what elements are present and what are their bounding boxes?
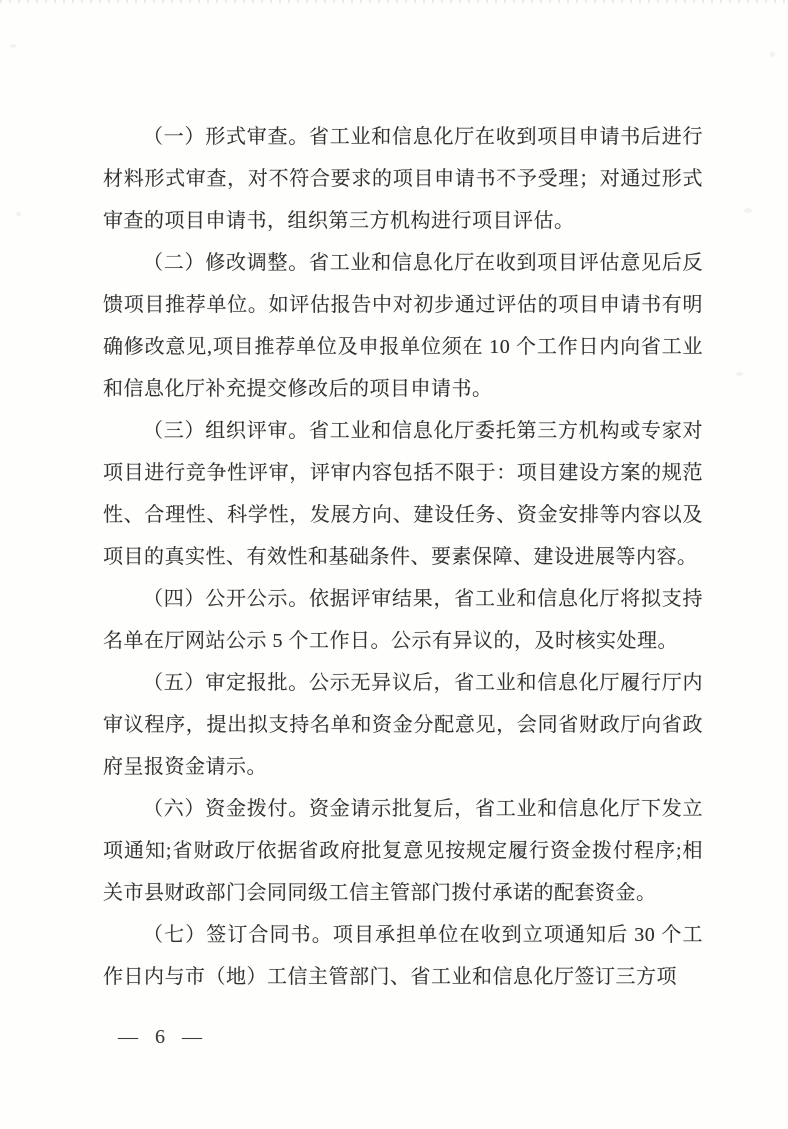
page-number: — 6 —	[118, 1026, 208, 1048]
paragraph-4-public-notice: （四）公开公示。依据评审结果，省工业和信息化厅将拟支持名单在厅网站公示 5 个工作日。公示有异议的，及时核实处理。	[103, 588, 703, 652]
paragraph-1-formal-review: （一）形式审查。省工业和信息化厅在收到项目申请书后进行材料形式审查，对不符合要求的项目申请书不予受理；对通过形式审查的项目申请书，组织第三方机构进行项目评估。	[103, 126, 703, 232]
paragraph-5-approval-report: （五）审定报批。公示无异议后，省工业和信息化厅履行厅内审议程序，提出拟支持名单和资金分配意见，会同省财政厅向省政府呈报资金请示。	[103, 672, 703, 778]
paragraph-6-fund-disbursement: （六）资金拨付。资金请示批复后，省工业和信息化厅下发立项通知;省财政厅依据省政府批复意见按规定履行资金拨付程序;相关市县财政部门会同同级工信主管部门拨付承诺的配套资金。	[103, 798, 703, 904]
scan-speckle	[744, 208, 752, 213]
scan-speckle	[736, 372, 743, 376]
paragraph-2-revision-adjust: （二）修改调整。省工业和信息化厅在收到项目评估意见后反馈项目推荐单位。如评估报告中对初步通过评估的项目申请书有明确修改意见,项目推荐单位及申报单位须在 10 个工作日内向省工业和信息化厅补充提交修改后的项目申请书。	[103, 252, 703, 400]
paragraph-3-organize-review: （三）组织评审。省工业和信息化厅委托第三方机构或专家对项目进行竞争性评审，评审内容包括不限于：项目建设方案的规范性、合理性、科学性，发展方向、建设任务、资金安排等内容以及项目的真实性、有效性和基础条件、要素保障、建设进展等内容。	[103, 420, 703, 568]
scan-speckle	[16, 212, 21, 216]
scan-speckle	[770, 52, 775, 57]
document-body	[103, 116, 703, 998]
scan-artifact-top-edge	[0, 0, 788, 3]
paragraph-7-contract-signing: （七）签订合同书。项目承担单位在收到立项通知后 30 个工作日内与市（地）工信主管部门、省工业和信息化厅签订三方项	[103, 924, 703, 988]
scan-speckle	[10, 44, 16, 48]
